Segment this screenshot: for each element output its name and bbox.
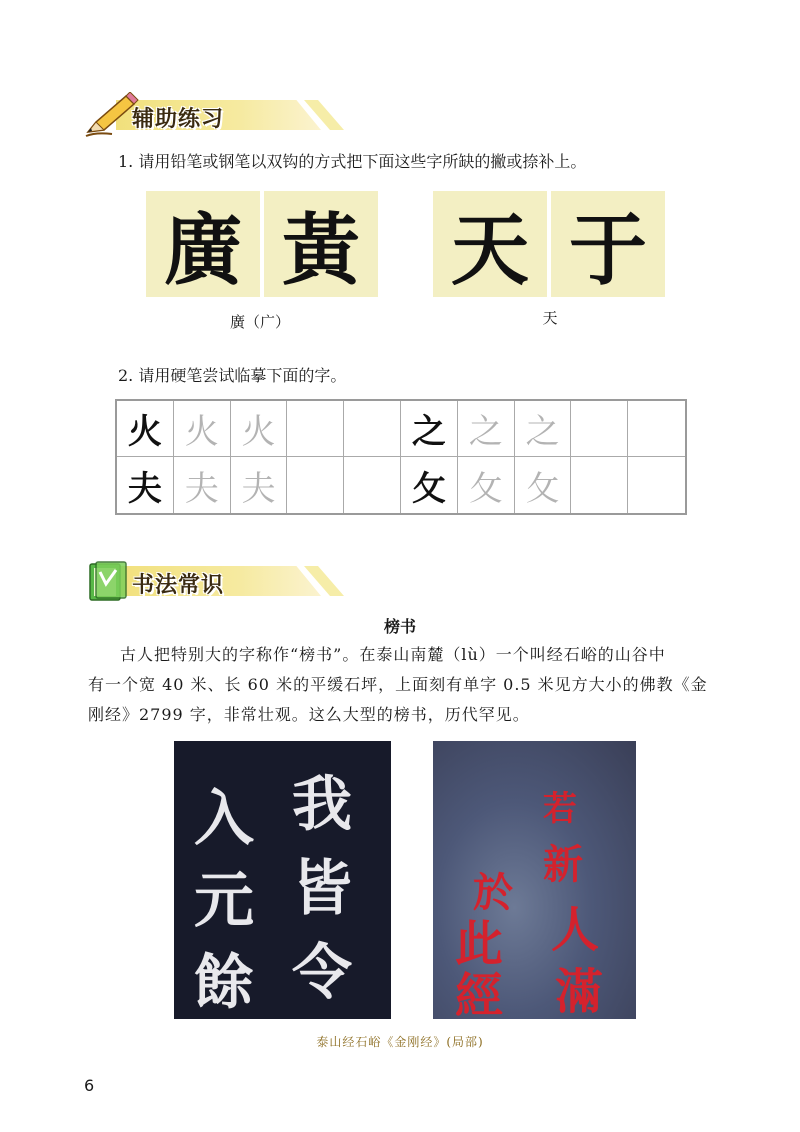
grid-cell[interactable] <box>287 401 344 457</box>
article-paragraph-line: 刚经》2799 字，非常壮观。这么大型的榜书，历代罕见。 <box>88 705 530 724</box>
grid-cell: 夫 <box>117 457 174 513</box>
carving-glyph: 經 <box>455 968 504 1019</box>
grid-cell[interactable] <box>571 401 628 457</box>
question-2: 2. 请用硬笔尝试临摹下面的字。 <box>118 366 347 385</box>
rubbing-glyph: 元 <box>194 866 254 936</box>
carving-glyph: 人 <box>551 902 600 958</box>
calligraphy-panel: 天 <box>433 191 547 297</box>
calligraphy-panel: 黃 <box>264 191 378 297</box>
carving-glyph: 此 <box>455 916 504 972</box>
page-number: 6 <box>84 1076 95 1095</box>
grid-cell[interactable] <box>344 457 401 513</box>
grid-cell[interactable] <box>571 457 628 513</box>
grid-cell: 之 <box>458 401 515 457</box>
grid-cell: 火 <box>117 401 174 457</box>
stone-carving-photo <box>433 741 636 1019</box>
rubbing-glyph: 入 <box>194 784 254 854</box>
rubbing-glyph: 皆 <box>292 854 352 924</box>
carving-glyph: 於 <box>473 870 513 916</box>
article-title: 榜书 <box>383 617 416 636</box>
article-paragraph-line: 古人把特别大的字称作“榜书”。在泰山南麓（lù）一个叫经石峪的山谷中 <box>120 645 666 664</box>
rubbing-photo <box>174 741 391 1019</box>
article-paragraph-line: 有一个宽 40 米、长 60 米的平缓石坪，上面刻有单字 0.5 米见方大小的佛教《金 <box>88 675 708 694</box>
grid-cell: 攵 <box>401 457 458 513</box>
rubbing-glyph: 我 <box>292 770 352 840</box>
section-banner-knowledge <box>82 558 352 604</box>
grid-cell: 火 <box>231 401 288 457</box>
section-title: 书法常识 <box>132 573 225 598</box>
section-banner-practice <box>82 92 352 138</box>
calligraphy-panel: 于 <box>551 191 665 297</box>
section-title: 辅助练习 <box>132 107 225 132</box>
grid-cell: 攵 <box>458 457 515 513</box>
rubbing-glyph: 餘 <box>194 948 254 1018</box>
carving-glyph: 若 <box>543 789 577 829</box>
question-1: 1. 请用铅笔或钢笔以双钩的方式把下面这些字所缺的撇或捺补上。 <box>118 152 587 171</box>
grid-cell: 夫 <box>231 457 288 513</box>
photo-caption: 泰山经石峪《金刚经》(局部) <box>316 1035 484 1049</box>
grid-cell: 之 <box>401 401 458 457</box>
grid-cell: 攵 <box>515 457 572 513</box>
rubbing-glyph: 令 <box>292 938 352 1008</box>
grid-cell[interactable] <box>628 401 685 457</box>
grid-cell[interactable] <box>287 457 344 513</box>
grid-cell[interactable] <box>628 457 685 513</box>
carving-glyph: 新 <box>543 842 583 888</box>
grid-cell: 之 <box>515 401 572 457</box>
panel-caption: 廣（广） <box>229 313 290 331</box>
book-icon <box>84 558 134 604</box>
calligraphy-panel: 廣 <box>146 191 260 297</box>
grid-cell: 夫 <box>174 457 231 513</box>
grid-cell: 火 <box>174 401 231 457</box>
carving-glyph: 滿 <box>555 964 604 1019</box>
panel-caption: 天 <box>542 309 558 327</box>
practice-grid <box>115 399 687 515</box>
grid-cell[interactable] <box>344 401 401 457</box>
